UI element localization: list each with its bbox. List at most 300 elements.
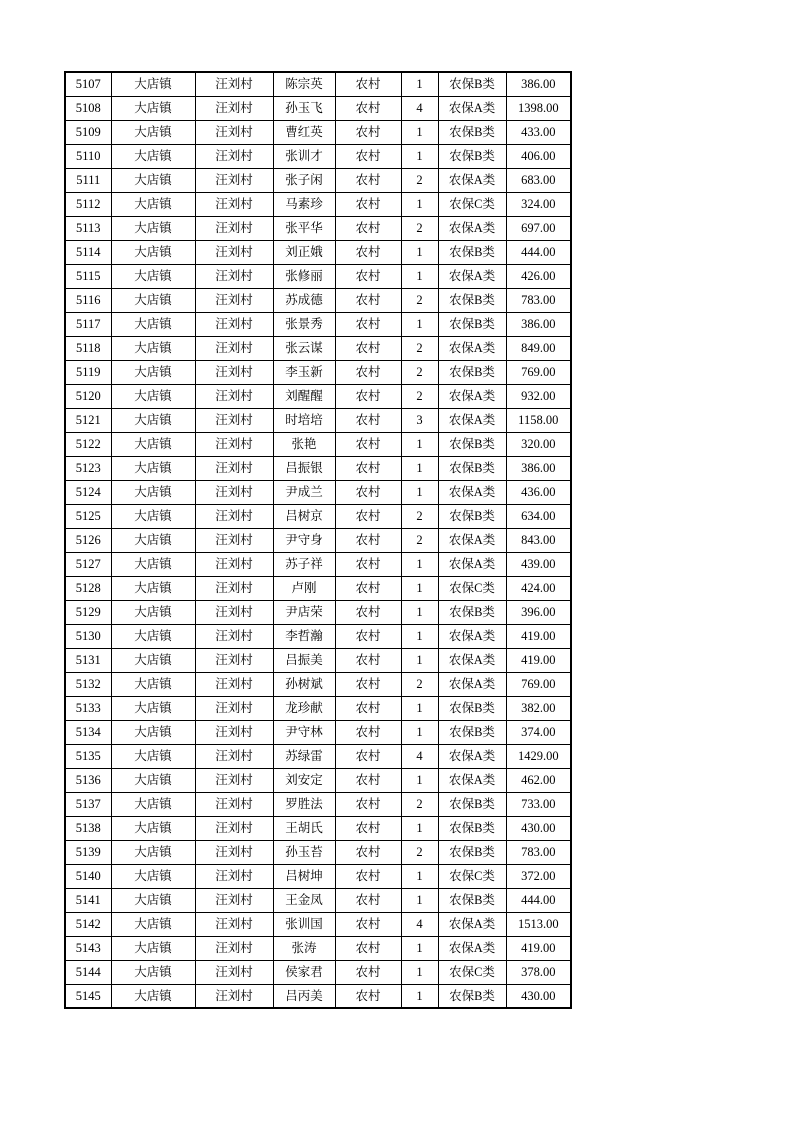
count-cell: 2 [401, 288, 438, 312]
count-cell: 2 [401, 672, 438, 696]
residence-cell: 农村 [335, 576, 401, 600]
town-cell: 大店镇 [111, 600, 195, 624]
name-cell: 陈宗英 [273, 72, 335, 96]
category-cell: 农保B类 [438, 984, 506, 1008]
seq-cell: 5133 [65, 696, 111, 720]
category-cell: 农保B类 [438, 840, 506, 864]
seq-cell: 5120 [65, 384, 111, 408]
village-cell: 汪刘村 [195, 360, 273, 384]
town-cell: 大店镇 [111, 936, 195, 960]
name-cell: 吕树坤 [273, 864, 335, 888]
village-cell: 汪刘村 [195, 288, 273, 312]
category-cell: 农保A类 [438, 96, 506, 120]
residence-cell: 农村 [335, 744, 401, 768]
table-row [65, 912, 571, 936]
table-row [65, 432, 571, 456]
residence-cell: 农村 [335, 552, 401, 576]
category-cell: 农保A类 [438, 624, 506, 648]
town-cell: 大店镇 [111, 336, 195, 360]
village-cell: 汪刘村 [195, 240, 273, 264]
residence-cell: 农村 [335, 456, 401, 480]
amount-cell: 386.00 [506, 72, 571, 96]
amount-cell: 1398.00 [506, 96, 571, 120]
town-cell: 大店镇 [111, 648, 195, 672]
name-cell: 张训国 [273, 912, 335, 936]
town-cell: 大店镇 [111, 168, 195, 192]
amount-cell: 444.00 [506, 888, 571, 912]
town-cell: 大店镇 [111, 312, 195, 336]
name-cell: 吕丙美 [273, 984, 335, 1008]
residence-cell: 农村 [335, 624, 401, 648]
category-cell: 农保B类 [438, 816, 506, 840]
village-cell: 汪刘村 [195, 960, 273, 984]
table-row [65, 264, 571, 288]
residence-cell: 农村 [335, 168, 401, 192]
table-row [65, 192, 571, 216]
table-row [65, 504, 571, 528]
amount-cell: 430.00 [506, 984, 571, 1008]
residence-cell: 农村 [335, 840, 401, 864]
amount-cell: 419.00 [506, 624, 571, 648]
seq-cell: 5125 [65, 504, 111, 528]
name-cell: 马素珍 [273, 192, 335, 216]
category-cell: 农保A类 [438, 168, 506, 192]
residence-cell: 农村 [335, 72, 401, 96]
residence-cell: 农村 [335, 120, 401, 144]
table-row [65, 120, 571, 144]
village-cell: 汪刘村 [195, 192, 273, 216]
table-row [65, 888, 571, 912]
category-cell: 农保B类 [438, 600, 506, 624]
category-cell: 农保A类 [438, 912, 506, 936]
count-cell: 1 [401, 552, 438, 576]
seq-cell: 5139 [65, 840, 111, 864]
seq-cell: 5131 [65, 648, 111, 672]
town-cell: 大店镇 [111, 480, 195, 504]
table-row [65, 696, 571, 720]
village-cell: 汪刘村 [195, 864, 273, 888]
category-cell: 农保B类 [438, 696, 506, 720]
category-cell: 农保A类 [438, 480, 506, 504]
count-cell: 4 [401, 744, 438, 768]
seq-cell: 5135 [65, 744, 111, 768]
village-cell: 汪刘村 [195, 696, 273, 720]
table-row [65, 984, 571, 1008]
amount-cell: 382.00 [506, 696, 571, 720]
town-cell: 大店镇 [111, 360, 195, 384]
count-cell: 2 [401, 504, 438, 528]
count-cell: 1 [401, 144, 438, 168]
category-cell: 农保B类 [438, 504, 506, 528]
category-cell: 农保B类 [438, 240, 506, 264]
residence-cell: 农村 [335, 480, 401, 504]
amount-cell: 436.00 [506, 480, 571, 504]
category-cell: 农保B类 [438, 432, 506, 456]
village-cell: 汪刘村 [195, 336, 273, 360]
residence-cell: 农村 [335, 408, 401, 432]
amount-cell: 634.00 [506, 504, 571, 528]
category-cell: 农保B类 [438, 288, 506, 312]
amount-cell: 374.00 [506, 720, 571, 744]
count-cell: 1 [401, 648, 438, 672]
village-cell: 汪刘村 [195, 600, 273, 624]
category-cell: 农保B类 [438, 888, 506, 912]
table-row [65, 240, 571, 264]
town-cell: 大店镇 [111, 408, 195, 432]
seq-cell: 5145 [65, 984, 111, 1008]
table-row [65, 744, 571, 768]
seq-cell: 5118 [65, 336, 111, 360]
village-cell: 汪刘村 [195, 720, 273, 744]
seq-cell: 5122 [65, 432, 111, 456]
category-cell: 农保B类 [438, 312, 506, 336]
amount-cell: 783.00 [506, 840, 571, 864]
residence-cell: 农村 [335, 672, 401, 696]
seq-cell: 5138 [65, 816, 111, 840]
town-cell: 大店镇 [111, 240, 195, 264]
amount-cell: 426.00 [506, 264, 571, 288]
category-cell: 农保A类 [438, 768, 506, 792]
name-cell: 吕树京 [273, 504, 335, 528]
count-cell: 2 [401, 336, 438, 360]
name-cell: 刘醒醒 [273, 384, 335, 408]
amount-cell: 439.00 [506, 552, 571, 576]
village-cell: 汪刘村 [195, 744, 273, 768]
residence-cell: 农村 [335, 936, 401, 960]
seq-cell: 5134 [65, 720, 111, 744]
table-row [65, 552, 571, 576]
amount-cell: 1158.00 [506, 408, 571, 432]
name-cell: 张子闲 [273, 168, 335, 192]
village-cell: 汪刘村 [195, 480, 273, 504]
table-row [65, 216, 571, 240]
residence-cell: 农村 [335, 696, 401, 720]
amount-cell: 769.00 [506, 360, 571, 384]
table-row [65, 768, 571, 792]
name-cell: 刘正娥 [273, 240, 335, 264]
residence-cell: 农村 [335, 216, 401, 240]
amount-cell: 430.00 [506, 816, 571, 840]
name-cell: 尹守身 [273, 528, 335, 552]
town-cell: 大店镇 [111, 768, 195, 792]
seq-cell: 5107 [65, 72, 111, 96]
seq-cell: 5114 [65, 240, 111, 264]
residence-cell: 农村 [335, 240, 401, 264]
count-cell: 4 [401, 912, 438, 936]
residence-cell: 农村 [335, 768, 401, 792]
amount-cell: 419.00 [506, 648, 571, 672]
seq-cell: 5110 [65, 144, 111, 168]
town-cell: 大店镇 [111, 192, 195, 216]
count-cell: 1 [401, 480, 438, 504]
count-cell: 2 [401, 384, 438, 408]
category-cell: 农保A类 [438, 408, 506, 432]
name-cell: 苏子祥 [273, 552, 335, 576]
village-cell: 汪刘村 [195, 528, 273, 552]
table-row [65, 408, 571, 432]
count-cell: 4 [401, 96, 438, 120]
table-row [65, 672, 571, 696]
village-cell: 汪刘村 [195, 432, 273, 456]
seq-cell: 5136 [65, 768, 111, 792]
name-cell: 孙树斌 [273, 672, 335, 696]
residence-cell: 农村 [335, 312, 401, 336]
town-cell: 大店镇 [111, 216, 195, 240]
seq-cell: 5137 [65, 792, 111, 816]
seq-cell: 5126 [65, 528, 111, 552]
table-row [65, 960, 571, 984]
amount-cell: 378.00 [506, 960, 571, 984]
name-cell: 王金凤 [273, 888, 335, 912]
category-cell: 农保A类 [438, 528, 506, 552]
town-cell: 大店镇 [111, 840, 195, 864]
town-cell: 大店镇 [111, 264, 195, 288]
seq-cell: 5128 [65, 576, 111, 600]
count-cell: 1 [401, 312, 438, 336]
count-cell: 2 [401, 528, 438, 552]
amount-cell: 733.00 [506, 792, 571, 816]
table-row [65, 600, 571, 624]
table-row [65, 720, 571, 744]
count-cell: 1 [401, 456, 438, 480]
seq-cell: 5108 [65, 96, 111, 120]
seq-cell: 5123 [65, 456, 111, 480]
table-row [65, 936, 571, 960]
village-cell: 汪刘村 [195, 792, 273, 816]
village-cell: 汪刘村 [195, 888, 273, 912]
amount-cell: 444.00 [506, 240, 571, 264]
seq-cell: 5129 [65, 600, 111, 624]
table-row [65, 336, 571, 360]
town-cell: 大店镇 [111, 72, 195, 96]
town-cell: 大店镇 [111, 744, 195, 768]
amount-cell: 769.00 [506, 672, 571, 696]
seq-cell: 5143 [65, 936, 111, 960]
amount-cell: 1429.00 [506, 744, 571, 768]
count-cell: 1 [401, 120, 438, 144]
count-cell: 1 [401, 936, 438, 960]
count-cell: 1 [401, 432, 438, 456]
category-cell: 农保A类 [438, 336, 506, 360]
village-cell: 汪刘村 [195, 264, 273, 288]
amount-cell: 386.00 [506, 312, 571, 336]
category-cell: 农保A类 [438, 384, 506, 408]
name-cell: 尹成兰 [273, 480, 335, 504]
town-cell: 大店镇 [111, 960, 195, 984]
category-cell: 农保B类 [438, 144, 506, 168]
name-cell: 罗胜法 [273, 792, 335, 816]
count-cell: 3 [401, 408, 438, 432]
name-cell: 孙玉飞 [273, 96, 335, 120]
town-cell: 大店镇 [111, 432, 195, 456]
amount-cell: 683.00 [506, 168, 571, 192]
category-cell: 农保A类 [438, 648, 506, 672]
count-cell: 2 [401, 840, 438, 864]
table-row [65, 144, 571, 168]
village-cell: 汪刘村 [195, 768, 273, 792]
town-cell: 大店镇 [111, 792, 195, 816]
name-cell: 张艳 [273, 432, 335, 456]
town-cell: 大店镇 [111, 504, 195, 528]
residence-cell: 农村 [335, 336, 401, 360]
name-cell: 吕振银 [273, 456, 335, 480]
name-cell: 张云谋 [273, 336, 335, 360]
residence-cell: 农村 [335, 360, 401, 384]
count-cell: 1 [401, 888, 438, 912]
amount-cell: 320.00 [506, 432, 571, 456]
name-cell: 张训才 [273, 144, 335, 168]
village-cell: 汪刘村 [195, 384, 273, 408]
category-cell: 农保A类 [438, 552, 506, 576]
category-cell: 农保A类 [438, 672, 506, 696]
village-cell: 汪刘村 [195, 624, 273, 648]
count-cell: 1 [401, 240, 438, 264]
residence-cell: 农村 [335, 144, 401, 168]
town-cell: 大店镇 [111, 576, 195, 600]
name-cell: 卢刚 [273, 576, 335, 600]
table-row [65, 576, 571, 600]
category-cell: 农保A类 [438, 744, 506, 768]
table-body [65, 72, 571, 1008]
seq-cell: 5119 [65, 360, 111, 384]
seq-cell: 5141 [65, 888, 111, 912]
name-cell: 张修丽 [273, 264, 335, 288]
amount-cell: 783.00 [506, 288, 571, 312]
seq-cell: 5116 [65, 288, 111, 312]
residence-cell: 农村 [335, 864, 401, 888]
count-cell: 1 [401, 264, 438, 288]
village-cell: 汪刘村 [195, 648, 273, 672]
town-cell: 大店镇 [111, 456, 195, 480]
name-cell: 王胡氏 [273, 816, 335, 840]
town-cell: 大店镇 [111, 288, 195, 312]
village-cell: 汪刘村 [195, 408, 273, 432]
category-cell: 农保B类 [438, 120, 506, 144]
count-cell: 1 [401, 696, 438, 720]
seq-cell: 5121 [65, 408, 111, 432]
table-row [65, 288, 571, 312]
table-row [65, 480, 571, 504]
residence-cell: 农村 [335, 192, 401, 216]
village-cell: 汪刘村 [195, 216, 273, 240]
category-cell: 农保C类 [438, 864, 506, 888]
name-cell: 曹红英 [273, 120, 335, 144]
town-cell: 大店镇 [111, 144, 195, 168]
amount-cell: 396.00 [506, 600, 571, 624]
seq-cell: 5142 [65, 912, 111, 936]
name-cell: 张平华 [273, 216, 335, 240]
amount-cell: 433.00 [506, 120, 571, 144]
count-cell: 1 [401, 72, 438, 96]
amount-cell: 849.00 [506, 336, 571, 360]
seq-cell: 5132 [65, 672, 111, 696]
category-cell: 农保A类 [438, 936, 506, 960]
town-cell: 大店镇 [111, 864, 195, 888]
count-cell: 1 [401, 768, 438, 792]
village-cell: 汪刘村 [195, 984, 273, 1008]
count-cell: 2 [401, 216, 438, 240]
count-cell: 1 [401, 816, 438, 840]
table-row [65, 864, 571, 888]
residence-cell: 农村 [335, 984, 401, 1008]
residence-cell: 农村 [335, 648, 401, 672]
category-cell: 农保C类 [438, 192, 506, 216]
category-cell: 农保B类 [438, 72, 506, 96]
village-cell: 汪刘村 [195, 168, 273, 192]
village-cell: 汪刘村 [195, 840, 273, 864]
seq-cell: 5111 [65, 168, 111, 192]
town-cell: 大店镇 [111, 888, 195, 912]
seq-cell: 5115 [65, 264, 111, 288]
table-row [65, 384, 571, 408]
name-cell: 李哲瀚 [273, 624, 335, 648]
amount-cell: 697.00 [506, 216, 571, 240]
name-cell: 尹店荣 [273, 600, 335, 624]
name-cell: 苏绿雷 [273, 744, 335, 768]
count-cell: 1 [401, 576, 438, 600]
village-cell: 汪刘村 [195, 456, 273, 480]
name-cell: 吕振美 [273, 648, 335, 672]
name-cell: 李玉新 [273, 360, 335, 384]
seq-cell: 5113 [65, 216, 111, 240]
amount-cell: 372.00 [506, 864, 571, 888]
amount-cell: 419.00 [506, 936, 571, 960]
town-cell: 大店镇 [111, 720, 195, 744]
table-row [65, 360, 571, 384]
town-cell: 大店镇 [111, 528, 195, 552]
seq-cell: 5109 [65, 120, 111, 144]
amount-cell: 1513.00 [506, 912, 571, 936]
table-row [65, 840, 571, 864]
residence-cell: 农村 [335, 432, 401, 456]
village-cell: 汪刘村 [195, 504, 273, 528]
village-cell: 汪刘村 [195, 912, 273, 936]
table-row [65, 96, 571, 120]
residence-cell: 农村 [335, 504, 401, 528]
residence-cell: 农村 [335, 288, 401, 312]
seq-cell: 5127 [65, 552, 111, 576]
seq-cell: 5112 [65, 192, 111, 216]
count-cell: 1 [401, 864, 438, 888]
amount-cell: 932.00 [506, 384, 571, 408]
amount-cell: 843.00 [506, 528, 571, 552]
count-cell: 2 [401, 360, 438, 384]
residence-cell: 农村 [335, 960, 401, 984]
count-cell: 2 [401, 792, 438, 816]
residence-cell: 农村 [335, 384, 401, 408]
count-cell: 1 [401, 192, 438, 216]
count-cell: 1 [401, 984, 438, 1008]
name-cell: 张涛 [273, 936, 335, 960]
count-cell: 2 [401, 168, 438, 192]
amount-cell: 324.00 [506, 192, 571, 216]
residence-cell: 农村 [335, 96, 401, 120]
table-row [65, 816, 571, 840]
count-cell: 1 [401, 600, 438, 624]
table-row [65, 648, 571, 672]
residence-cell: 农村 [335, 912, 401, 936]
table-row [65, 312, 571, 336]
village-cell: 汪刘村 [195, 576, 273, 600]
category-cell: 农保C类 [438, 576, 506, 600]
table-row [65, 168, 571, 192]
amount-cell: 462.00 [506, 768, 571, 792]
category-cell: 农保B类 [438, 720, 506, 744]
village-cell: 汪刘村 [195, 72, 273, 96]
category-cell: 农保B类 [438, 360, 506, 384]
name-cell: 龙珍献 [273, 696, 335, 720]
count-cell: 1 [401, 624, 438, 648]
